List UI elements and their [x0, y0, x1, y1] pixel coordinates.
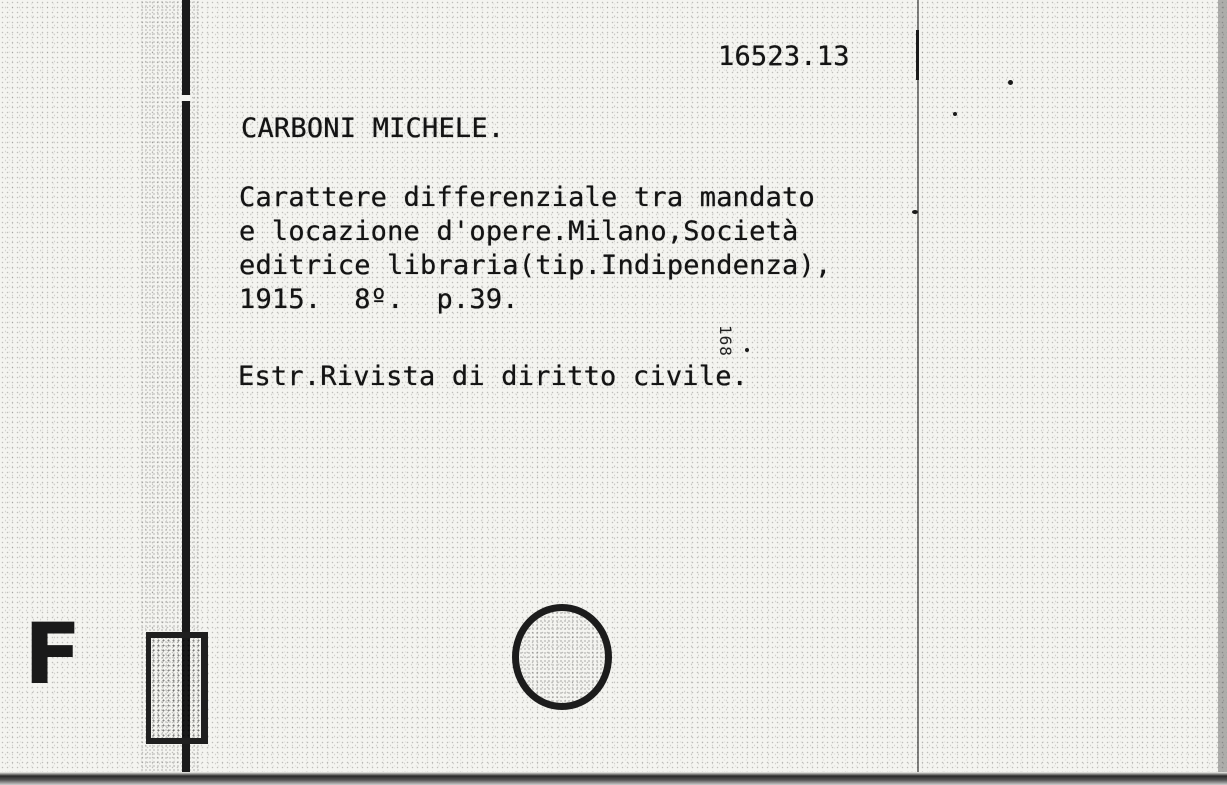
title-line: Carattere differenziale tra mandato [239, 182, 815, 213]
card-right-edge [1218, 0, 1227, 785]
ink-speck [1008, 80, 1013, 85]
right-rule-mark [916, 30, 919, 80]
extract-note: Estr.Rivista di diritto civile. [238, 361, 749, 392]
title-line: 1915. 8º. p.39. [239, 284, 519, 315]
call-number: 16523.13 [718, 41, 850, 72]
title-line: e locazione d'opere.Milano,Società [239, 216, 799, 247]
binding-bracket [146, 632, 208, 744]
ink-speck [953, 112, 957, 116]
punch-hole [512, 604, 612, 710]
ink-speck [745, 348, 749, 352]
title-block [239, 181, 831, 317]
author-heading: CARBONI MICHELE. [241, 113, 505, 144]
filing-letter: F [24, 605, 82, 703]
title-line: editrice libraria(tip.Indipendenza), [239, 250, 832, 281]
card-bottom-edge [0, 772, 1227, 785]
ink-speck [912, 210, 918, 214]
right-vertical-rule [917, 0, 919, 785]
rotated-shelf-mark: 168 [716, 325, 735, 357]
left-rule-gap [180, 95, 192, 101]
